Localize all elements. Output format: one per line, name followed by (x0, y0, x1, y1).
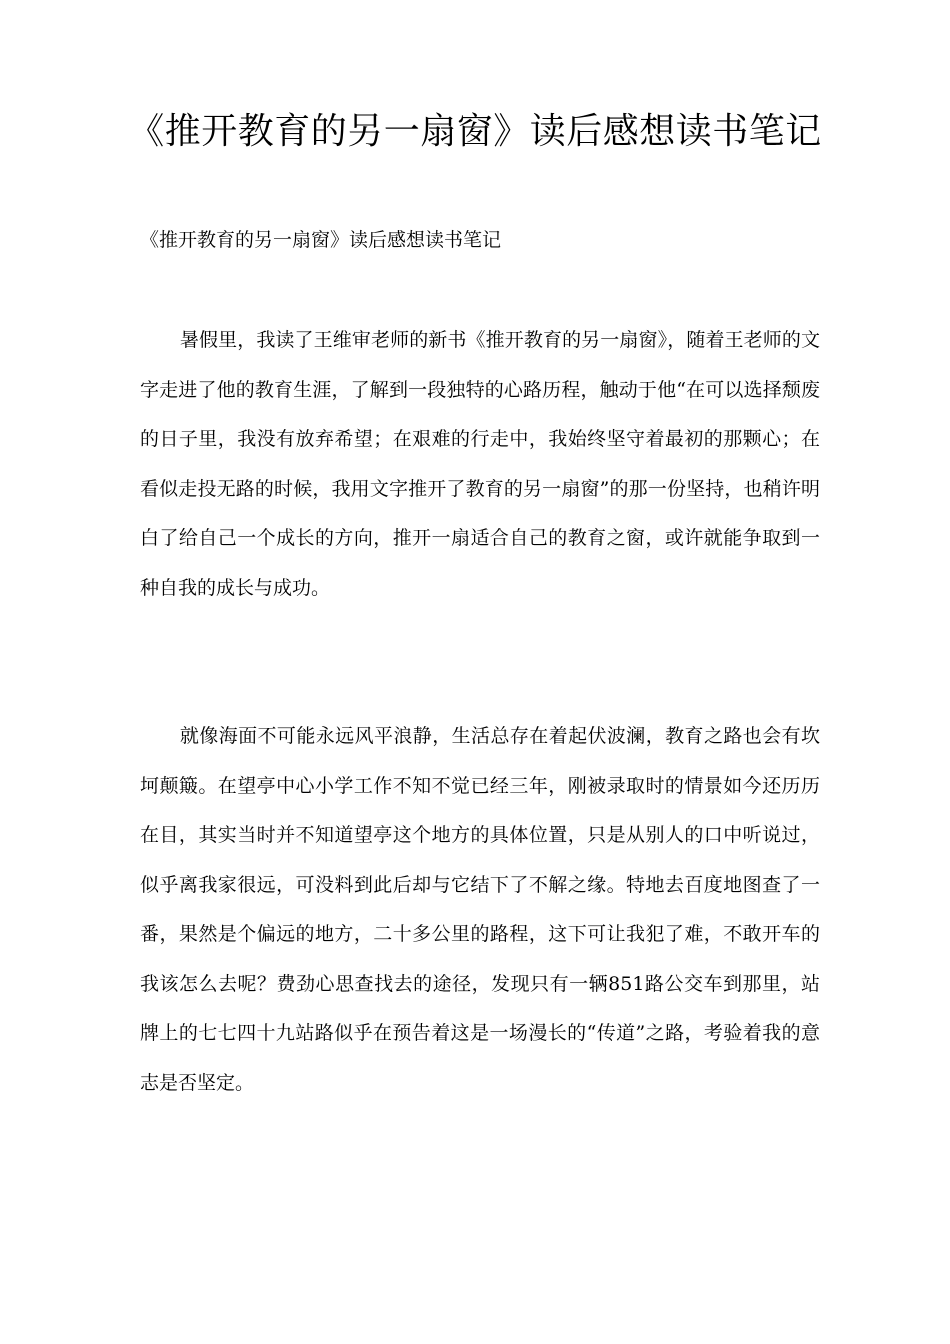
body-paragraph-1: 暑假里，我读了王维审老师的新书《推开教育的另一扇窗》，随着王老师的文字走进了他的教育生涯，了解到一段独特的心路历程，触动于他“在可以选择颓废的日子里，我没有放弃希望；在艰难的行走中，我始终坚守着最初的那颗心；在看似走投无路的时候，我用文字推开了教育的另一扇窗”的那一份坚持，也稍许明白了给自己一个成长的方向，推开一扇适合自己的教育之窗，或许就能争取到一种自我的成长与成功。 (140, 329, 820, 599)
document-subtitle: 《推开教育的另一扇窗》读后感想读书笔记 (140, 229, 502, 251)
document-title: 《推开教育的另一扇窗》读后感想读书笔记 (128, 111, 822, 152)
body-paragraph-2: 就像海面不可能永远风平浪静，生活总存在着起伏波澜，教育之路也会有坎坷颠簸。在望亭中心小学工作不知不觉已经三年，刚被录取时的情景如今还历历在目，其实当时并不知道望亭这个地方的具体位置，只是从别人的口中听说过，似乎离我家很远，可没料到此后却与它结下了不解之缘。特地去百度地图查了一番，果然是个偏远的地方，二十多公里的路程，这下可让我犯了难，不敢开车的我该怎么去呢？费劲心思查找去的途径，发现只有一辆851路公交车到那里，站牌上的七七四十九站路似乎在预告着这是一场漫长的“传道”之路，考验着我的意志是否坚定。 (140, 725, 820, 1094)
